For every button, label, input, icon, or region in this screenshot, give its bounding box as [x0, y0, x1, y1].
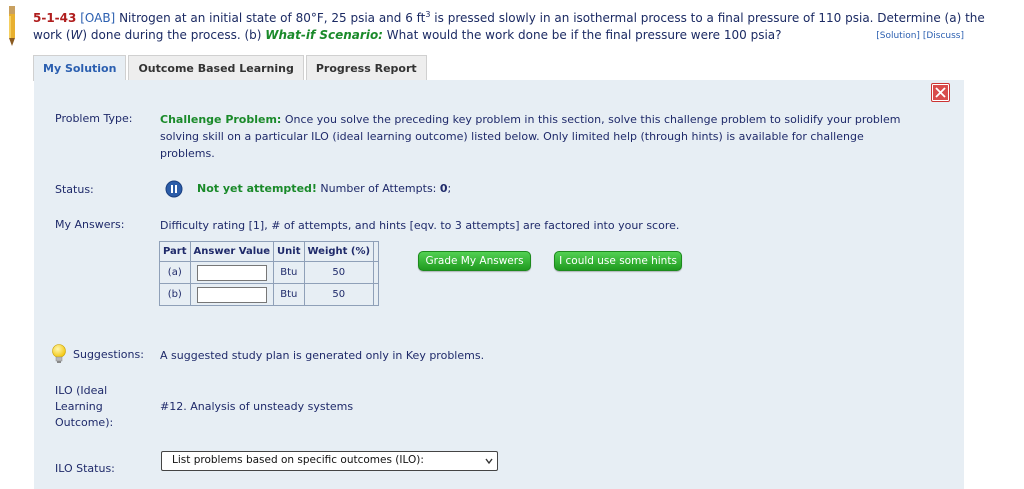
header-part: Part: [160, 242, 191, 262]
my-answers-label: My Answers:: [55, 218, 125, 231]
attempts-value: 0: [439, 182, 448, 195]
table-filler: [374, 262, 379, 284]
answer-cell: [190, 262, 274, 284]
unit-cell: Btu: [274, 284, 304, 306]
discuss-link[interactable]: [Discuss]: [922, 31, 964, 41]
answer-cell: [190, 284, 274, 306]
unit-cell: Btu: [274, 262, 304, 284]
ilo-label-line3: Outcome):: [55, 416, 114, 429]
problem-statement-line1: [33, 10, 1003, 25]
attempts-suffix: ;: [447, 182, 452, 195]
challenge-description: [160, 111, 960, 162]
status-label: Status:: [55, 183, 94, 196]
solution-links: [876, 31, 964, 41]
suggestions-text: A suggested study plan is generated only in Key problems.: [160, 349, 485, 362]
ilo-label-line1: ILO (Ideal: [55, 384, 108, 397]
hints-button[interactable]: I could use some hints: [554, 251, 682, 271]
what-if-label: What-if Scenario:: [265, 28, 383, 42]
pause-icon: [165, 180, 183, 198]
close-icon: [932, 84, 949, 101]
statement-part2: is pressed slowly in an isothermal process to a final pressure of 110 psia. Determine (a) the: [430, 11, 985, 25]
attempts-label: Number of Attempts:: [316, 182, 440, 195]
solution-link[interactable]: [Solution]: [876, 31, 920, 41]
ilo-text: #12. Analysis of unsteady systems: [160, 400, 354, 413]
answer-table-header: [160, 242, 379, 262]
answer-table: [159, 241, 379, 306]
problem-statement-line2: [33, 28, 963, 42]
tab-progress-report[interactable]: Progress Report: [306, 55, 427, 81]
weight-cell: 50: [304, 262, 374, 284]
statement-line2-a: work (: [33, 28, 71, 42]
status-value: Not yet attempted!: [197, 182, 317, 195]
header-unit: Unit: [274, 242, 304, 262]
problem-id: 5-1-43: [33, 11, 77, 25]
tab-outcome-based-learning[interactable]: Outcome Based Learning: [128, 55, 303, 81]
superscript: 3: [425, 10, 431, 19]
ilo-label-line2: Learning: [55, 400, 103, 413]
header-weight: Weight (%): [304, 242, 374, 262]
status-text: [197, 180, 451, 197]
ilo-select-value: List problems based on specific outcomes (ILO):: [172, 454, 424, 466]
part-cell: (a): [160, 262, 191, 284]
challenge-line2: solving skill on a particular ILO (ideal learning outcome) listed below. Only limited help (through hints) is available for challenge: [160, 130, 864, 143]
challenge-label: Challenge Problem:: [160, 113, 282, 126]
challenge-line1: Once you solve the preceding key problem in this section, solve this challenge problem to solidify your problem: [281, 113, 901, 126]
table-filler: [374, 284, 379, 306]
answer-input-a[interactable]: [197, 265, 267, 281]
difficulty-text: Difficulty rating [1], # of attempts, and hints [eqv. to 3 attempts] are factored into your score.: [160, 219, 680, 232]
ilo-label: [55, 383, 113, 431]
weight-cell: 50: [304, 284, 374, 306]
work-symbol: W: [70, 28, 83, 42]
table-row: [160, 262, 379, 284]
problem-tag[interactable]: [OAB]: [80, 11, 116, 25]
chevron-down-icon: [484, 456, 494, 466]
problem-type-label: Problem Type:: [55, 112, 133, 125]
table-filler: [374, 242, 379, 262]
statement-line2-c: What would the work done be if the final pressure were 100 psia?: [382, 28, 782, 42]
tab-bar: [33, 55, 429, 81]
header-answer-value: Answer Value: [190, 242, 274, 262]
pencil-icon: [8, 6, 16, 46]
statement-line2-b: ) done during the process. (b): [82, 28, 266, 42]
statement-part1: Nitrogen at an initial state of 80°F, 25 psia and 6 ft: [119, 11, 426, 25]
tab-my-solution[interactable]: My Solution: [33, 55, 126, 81]
close-button[interactable]: [931, 83, 950, 102]
lightbulb-icon: [51, 344, 67, 364]
part-cell: (b): [160, 284, 191, 306]
challenge-line3: problems.: [160, 147, 215, 160]
grade-my-answers-button[interactable]: Grade My Answers: [418, 251, 531, 271]
ilo-select[interactable]: [161, 451, 498, 471]
ilo-status-label: ILO Status:: [55, 462, 115, 475]
answer-input-b[interactable]: [197, 287, 267, 303]
table-row: [160, 284, 379, 306]
suggestions-label: Suggestions:: [73, 348, 144, 361]
